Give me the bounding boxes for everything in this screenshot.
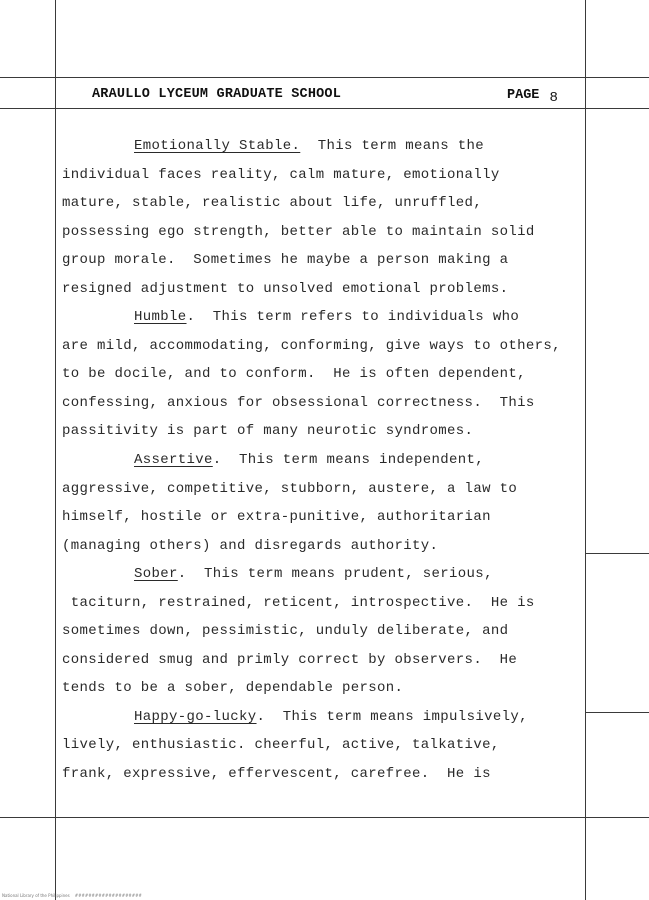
line-text: . This term refers to individuals who xyxy=(186,309,520,326)
term-heading: Happy-go-lucky xyxy=(134,708,257,725)
text-line xyxy=(62,503,592,532)
right-tick-rule-2 xyxy=(585,712,649,713)
text-line xyxy=(62,674,592,703)
page-label: PAGE xyxy=(507,88,540,103)
text-line xyxy=(62,275,592,304)
document-body xyxy=(62,132,592,789)
text-line xyxy=(62,161,592,190)
text-line xyxy=(62,303,592,332)
line-text: (managing others) and disregards authority. xyxy=(62,537,439,554)
text-line xyxy=(62,360,592,389)
text-line xyxy=(62,218,592,247)
text-line xyxy=(62,646,592,675)
term-heading: Assertive xyxy=(134,452,213,469)
text-line xyxy=(62,446,592,475)
text-line xyxy=(62,532,592,561)
line-text: resigned adjustment to unsolved emotional problems. xyxy=(62,280,509,297)
line-text: This term means the xyxy=(300,138,485,154)
text-line xyxy=(62,132,592,161)
line-text: frank, expressive, effervescent, carefree. He is xyxy=(62,766,491,783)
line-text: lively, enthusiastic. cheerful, active, talkative, xyxy=(62,737,500,754)
line-text: possessing ego strength, better able to maintain solid xyxy=(62,223,535,240)
line-text: mature, stable, realistic about life, unruffled, xyxy=(62,195,483,212)
line-text: passitivity is part of many neurotic syndromes. xyxy=(62,423,474,440)
line-text: are mild, accommodating, conforming, give ways to others, xyxy=(62,337,561,354)
text-line xyxy=(62,731,592,760)
text-line xyxy=(62,703,592,732)
text-line xyxy=(62,475,592,504)
line-text: . This term means prudent, serious, xyxy=(177,566,493,583)
page-number: 8 xyxy=(549,90,558,106)
line-text: himself, hostile or extra-punitive, authoritarian xyxy=(62,509,491,526)
term-heading: Humble xyxy=(134,309,187,326)
term-heading: Sober xyxy=(134,566,178,583)
text-line xyxy=(62,617,592,646)
school-name: ARAULLO LYCEUM GRADUATE SCHOOL xyxy=(92,87,342,102)
right-tick-rule-1 xyxy=(585,553,649,554)
line-text: tends to be a sober, dependable person. xyxy=(62,680,404,697)
text-line xyxy=(62,560,592,589)
line-text: to be docile, and to conform. He is often dependent, xyxy=(62,366,526,383)
line-text: taciturn, restrained, reticent, introspective. He is xyxy=(62,594,535,611)
text-line xyxy=(62,389,592,418)
text-line xyxy=(62,760,592,789)
text-line xyxy=(62,246,592,275)
line-text: . This term means independent, xyxy=(212,452,485,469)
header-top-rule xyxy=(0,77,649,78)
text-line xyxy=(62,417,592,446)
text-line xyxy=(62,589,592,618)
line-text: aggressive, competitive, stubborn, austere, a law to xyxy=(62,480,518,497)
footer-rule xyxy=(0,817,649,818)
text-line xyxy=(62,332,592,361)
term-heading: Emotionally Stable. xyxy=(134,138,301,154)
page-indicator xyxy=(507,87,558,106)
line-text: individual faces reality, calm mature, emotionally xyxy=(62,166,500,183)
left-margin-rule xyxy=(55,0,56,900)
line-text: group morale. Sometimes he maybe a person making a xyxy=(62,252,509,269)
line-text: confessing, anxious for obsessional correctness. This xyxy=(62,394,535,411)
line-text: considered smug and primly correct by observers. He xyxy=(62,651,518,668)
header-bottom-rule xyxy=(0,108,649,109)
text-line xyxy=(62,189,592,218)
line-text: sometimes down, pessimistic, unduly deliberate, and xyxy=(62,623,509,640)
footer-text: National Library of the Philippines #################### xyxy=(2,893,142,898)
line-text: . This term means impulsively, xyxy=(256,708,528,725)
